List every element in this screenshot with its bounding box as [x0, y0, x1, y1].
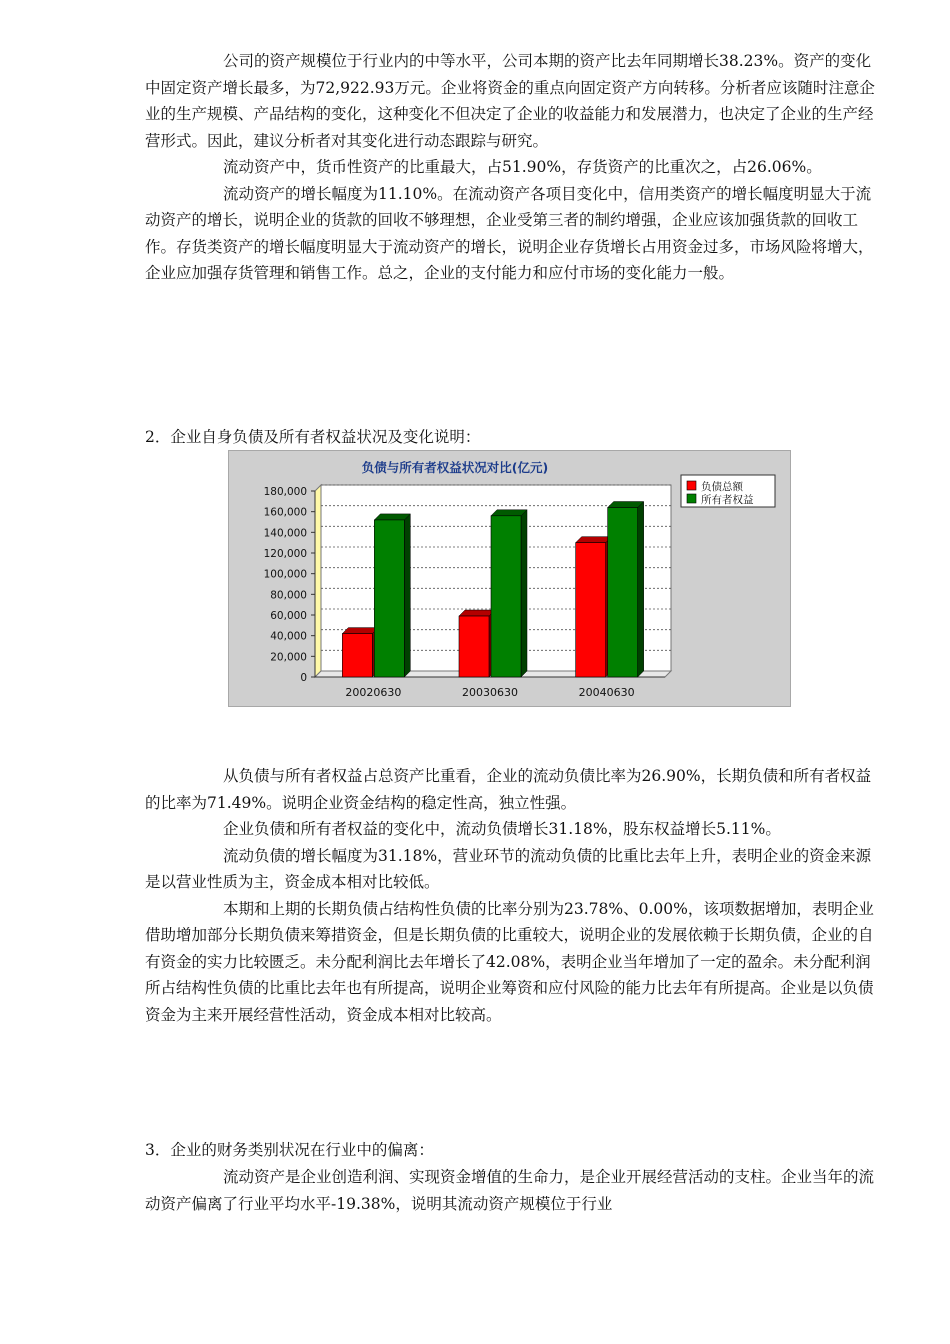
text-block-bottom [145, 1164, 880, 1217]
chart-bar [608, 508, 638, 677]
chart-bar-side [521, 510, 527, 677]
chart-y-tick-label: 140,000 [263, 527, 307, 540]
chart-x-tick-label: 20020630 [345, 686, 402, 699]
section-heading-2: 2．企业自身负债及所有者权益状况及变化说明： [145, 428, 481, 446]
chart-y-tick-label: 20,000 [270, 651, 307, 664]
chart-legend-swatch [687, 481, 696, 490]
chart-bar-top [491, 510, 527, 516]
chart-bar-top [576, 537, 612, 543]
paragraph: 本期和上期的长期负债占结构性负债的比率分别为23.78%、0.00%，该项数据增加，表明企业借助增加部分长期负债来筹措资金，但是长期负债的比重较大，说明企业的发展依赖于长期负债，企业的自有资金的实力比较匮乏。未分配利润比去年增长了42.08%，表明企业当年增加了一定的盈余。未分配利润所占结构性负债的比重比去年也有所提高，说明企业筹资和应付风险的能力比去年有所提高。企业是以负债资金为主来开展经营性活动，资金成本相对比较高。 [145, 899, 874, 1024]
chart-bar-top [459, 610, 495, 616]
paragraph: 公司的资产规模位于行业内的中等水平，公司本期的资产比去年同期增长38.23%。资产的变化中固定资产增长最多，为72,922.93万元。企业将资金的重点向固定资产方向转移。分析者应该随时注意企业的生产规模、产品结构的变化，这种变化不但决定了企业的收益能力和发展潜力，也决定了企业的生产经营形式。因此，建议分析者对其变化进行动态跟踪与研究。 [145, 52, 875, 150]
paragraph: 流动资产的增长幅度为11.10%。在流动资产各项目变化中，信用类资产的增长幅度明显大于流动资产的增长，说明企业的货款的回收不够理想，企业受第三者的制约增强，企业应该加强货款的回收工作。存货类资产的增长幅度明显大于流动资产的增长，说明企业存货增长占用资金过多，市场风险将增大，企业应加强存货管理和销售工作。总之，企业的支付能力和应付市场的变化能力一般。 [145, 184, 874, 282]
chart-y-tick-label: 120,000 [263, 548, 307, 560]
chart-y-tick-label: 160,000 [263, 506, 307, 519]
chart-bar-top [374, 514, 410, 520]
section-heading-3: 3．企业的财务类别状况在行业中的偏离： [145, 1141, 434, 1159]
chart-left-wall [315, 485, 321, 677]
paragraph: 企业负债和所有者权益的变化中，流动负债增长31.18%，股东权益增长5.11%。 [223, 820, 781, 838]
chart-title: 负债与所有者权益状况对比(亿元) [361, 460, 549, 475]
chart-bar [491, 516, 521, 677]
chart-bar [342, 634, 372, 677]
chart-x-tick-label: 20030630 [462, 686, 518, 699]
chart-canvas [229, 451, 790, 706]
paragraph: 流动资产是企业创造利润、实现资金增值的生命力，是企业开展经营活动的支柱。企业当年的流动资产偏离了行业平均水平-19.38%，说明其流动资产规模位于行业 [145, 1168, 875, 1213]
chart-y-tick-label: 80,000 [270, 589, 307, 602]
chart-bar [374, 520, 404, 677]
chart-y-tick-label: 180,000 [263, 486, 307, 498]
chart-bar-top [608, 502, 644, 508]
chart-y-tick-label: 60,000 [270, 610, 307, 622]
paragraph: 流动负债的增长幅度为31.18%，营业环节的流动负债的比重比去年上升，表明企业的资金来源是以营业性质为主，资金成本相对比较低。 [145, 846, 872, 891]
chart-y-tick-label: 100,000 [263, 568, 307, 581]
text-block-top [145, 48, 880, 287]
paragraph: 从负债与所有者权益占总资产比重看，企业的流动负债比率为26.90%，长期负债和所有者权益的比率为71.49%。说明企业资金结构的稳定性高，独立性强。 [145, 767, 872, 812]
chart-bar [459, 616, 489, 677]
paragraph: 流动资产中，货币性资产的比重最大，占51.90%，存货资产的比重次之，占26.06%。 [223, 158, 822, 176]
chart-bar-side [404, 514, 410, 677]
chart-y-tick-label: 40,000 [270, 630, 307, 643]
chart-legend-label: 所有者权益 [701, 494, 754, 506]
chart-x-tick-label: 20040630 [578, 686, 635, 699]
chart-bar-side [638, 502, 644, 677]
liability-equity-chart [228, 450, 791, 707]
chart-bar [576, 543, 606, 677]
chart-legend-swatch [687, 494, 696, 503]
chart-legend-label: 负债总额 [701, 481, 743, 493]
text-block-mid [145, 763, 880, 1028]
chart-bar-top [342, 628, 378, 634]
chart-y-tick-label: 0 [300, 672, 307, 684]
